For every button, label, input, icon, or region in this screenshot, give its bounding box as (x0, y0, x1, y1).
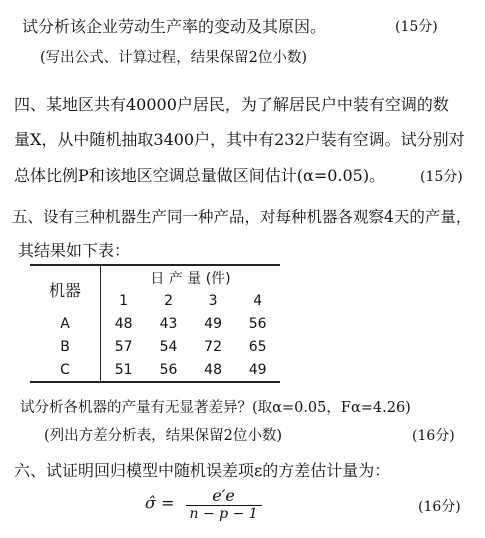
table-row (30, 312, 280, 335)
variance-formula (145, 486, 262, 522)
table-cell: 48 (114, 315, 133, 332)
table-cell: 43 (159, 315, 178, 332)
table-cell: 54 (159, 338, 178, 355)
q4-text-line2: 量X，从中随机抽取3400户，其中有232户装有空调。试分别对 (14, 130, 465, 149)
q5-score: (16分) (412, 428, 455, 444)
q6-text-line1: 六、试证明回归模型中随机误差项ε的方差估计量为： (14, 461, 391, 480)
formula-denominator: n − p − 1 (189, 506, 258, 522)
table-cell: 48 (191, 358, 236, 382)
q3-score: (15分) (395, 19, 438, 35)
formula-fraction (186, 486, 262, 522)
q5-after-line2: (列出方差分析表，结果保留2位小数) (44, 428, 283, 444)
table-day-header: 4 (253, 292, 263, 309)
machine-label: B (30, 335, 101, 358)
formula-lhs: σ̂ = (145, 493, 175, 513)
machine-label: A (30, 312, 101, 335)
table-cell: 72 (204, 338, 222, 355)
table-cell: 65 (248, 338, 267, 355)
table-cell: 49 (235, 358, 280, 382)
q5-text-line2: 其结果如下表： (18, 241, 131, 260)
table-cell: 57 (114, 338, 133, 355)
q3-text-line2: (写出公式、计算过程，结果保留2位小数) (40, 50, 308, 66)
table-day-header: 3 (208, 292, 218, 309)
q4-text-line3: 总体比例P和该地区空调总量做区间估计(α=0.05)。 (14, 166, 386, 185)
q3-text-line1: 试分析该企业劳动生产率的变动及其原因。 (22, 17, 327, 36)
formula-numerator: e′e (186, 486, 262, 506)
q5-after-line1: 试分析各机器的产量有无显著差异？(取α=0.05，Fα=4.26) (20, 400, 411, 416)
table-cell: 51 (101, 358, 147, 382)
table-cell: 56 (146, 358, 191, 382)
production-table (30, 264, 280, 383)
q4-score: (15分) (420, 169, 463, 185)
table-day-header: 2 (164, 292, 173, 309)
table-row-header: 机器 (30, 265, 101, 312)
table-cell: 56 (248, 315, 267, 332)
table-day-header: 1 (119, 292, 129, 309)
table-cell: 49 (204, 315, 222, 332)
q5-text-line1: 五、设有三种机器生产同一种产品，对每种机器各观察4天的产量， (12, 208, 472, 226)
table-row (30, 335, 280, 358)
q4-text-line1: 四、某地区共有40000户居民，为了解居民户中装有空调的数 (14, 95, 449, 114)
q6-score: (16分) (418, 499, 461, 515)
table-group-header: 日 产 量 (件) (101, 265, 281, 289)
machine-label: C (30, 358, 101, 382)
table-row (30, 358, 280, 382)
